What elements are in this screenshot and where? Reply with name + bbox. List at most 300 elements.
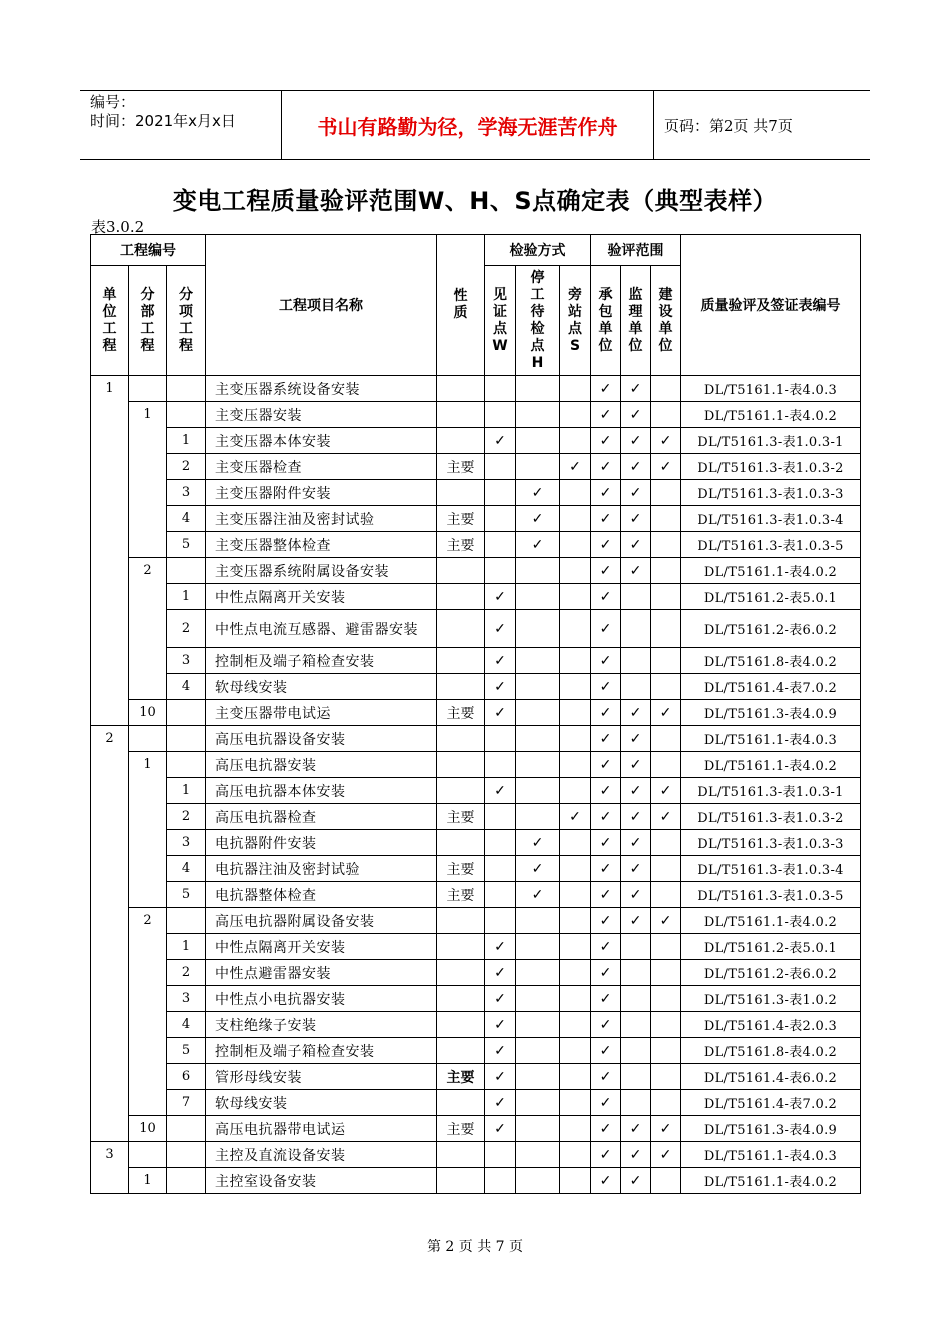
quality-inspection-table xyxy=(90,234,861,1194)
nature-cell: 主要 xyxy=(437,700,485,726)
witness-point-cell xyxy=(485,454,516,480)
table-row xyxy=(91,960,861,986)
check-mark-icon: ✓ xyxy=(629,484,642,501)
contractor-cell xyxy=(591,532,621,558)
owner-cell xyxy=(651,830,681,856)
division-cell xyxy=(129,454,167,480)
owner-cell xyxy=(651,674,681,700)
check-mark-icon: ✓ xyxy=(494,782,506,799)
hold-point-cell xyxy=(516,960,560,986)
table-row xyxy=(91,532,861,558)
owner-cell xyxy=(651,960,681,986)
page-footer: 第 2 页 共 7 页 xyxy=(426,1239,524,1255)
division-cell xyxy=(129,1090,167,1116)
item-cell xyxy=(167,700,206,726)
project-name-cell: 中性点电流互感器、避雷器安装 xyxy=(206,610,437,648)
col-contractor-text: 承 包 单 位 xyxy=(598,286,613,354)
supervisor-cell xyxy=(621,480,651,506)
check-mark-icon: ✓ xyxy=(599,562,612,579)
hold-point-cell xyxy=(516,532,560,558)
hold-point-cell xyxy=(516,402,560,428)
hold-point-cell xyxy=(516,558,560,584)
supervisor-cell xyxy=(621,778,651,804)
check-mark-icon: ✓ xyxy=(629,458,642,475)
contractor-cell xyxy=(591,1168,621,1194)
owner-cell xyxy=(651,402,681,428)
check-mark-icon: ✓ xyxy=(629,912,642,929)
item-cell: 1 xyxy=(167,934,206,960)
witness-point-cell xyxy=(485,1142,516,1168)
nature-cell xyxy=(437,986,485,1012)
nature-cell xyxy=(437,1168,485,1194)
supervisor-cell xyxy=(621,454,651,480)
check-mark-icon: ✓ xyxy=(599,484,612,501)
witness-point-cell xyxy=(485,934,516,960)
contractor-cell xyxy=(591,454,621,480)
check-mark-icon: ✓ xyxy=(599,1172,612,1189)
project-name-cell: 主变压器带电试运 xyxy=(206,700,437,726)
item-cell: 7 xyxy=(167,1090,206,1116)
check-mark-icon: ✓ xyxy=(659,912,672,929)
check-mark-icon: ✓ xyxy=(599,406,612,423)
witness-point-cell xyxy=(485,752,516,778)
check-mark-icon: ✓ xyxy=(629,782,642,799)
check-mark-icon: ✓ xyxy=(599,730,612,747)
form-number-cell: DL/T5161.1-表4.0.3 xyxy=(681,726,861,752)
owner-cell xyxy=(651,1012,681,1038)
hold-point-cell xyxy=(516,584,560,610)
hold-point-cell xyxy=(516,856,560,882)
nature-cell: 主要 xyxy=(437,804,485,830)
table-row xyxy=(91,610,861,648)
contractor-cell xyxy=(591,1090,621,1116)
check-mark-icon: ✓ xyxy=(659,704,672,721)
supervisor-cell xyxy=(621,856,651,882)
witness-point-cell xyxy=(485,882,516,908)
item-cell: 5 xyxy=(167,532,206,558)
table-row xyxy=(91,558,861,584)
check-mark-icon: ✓ xyxy=(629,1172,642,1189)
division-cell xyxy=(129,778,167,804)
contractor-cell xyxy=(591,402,621,428)
owner-cell xyxy=(651,584,681,610)
supervisor-cell xyxy=(621,908,651,934)
nature-cell: 主要 xyxy=(437,882,485,908)
division-cell xyxy=(129,726,167,752)
table-row xyxy=(91,856,861,882)
project-name-cell: 电抗器整体检查 xyxy=(206,882,437,908)
witness-point-cell xyxy=(485,1064,516,1090)
supervisor-cell xyxy=(621,1038,651,1064)
side-station-cell xyxy=(560,778,591,804)
division-cell xyxy=(129,960,167,986)
form-number-cell: DL/T5161.4-表6.0.2 xyxy=(681,1064,861,1090)
check-mark-icon: ✓ xyxy=(599,1146,612,1163)
owner-cell xyxy=(651,908,681,934)
form-number-cell: DL/T5161.3-表1.0.3-4 xyxy=(681,506,861,532)
check-mark-icon: ✓ xyxy=(531,834,544,851)
project-name-cell: 电抗器附件安装 xyxy=(206,830,437,856)
unit-cell xyxy=(91,908,129,934)
owner-cell xyxy=(651,506,681,532)
check-mark-icon: ✓ xyxy=(531,484,544,501)
check-mark-icon: ✓ xyxy=(494,1120,506,1137)
project-name-cell: 高压电抗器检查 xyxy=(206,804,437,830)
contractor-cell xyxy=(591,648,621,674)
check-mark-icon: ✓ xyxy=(494,678,506,695)
side-station-cell xyxy=(560,428,591,454)
hold-point-cell xyxy=(516,830,560,856)
check-mark-icon: ✓ xyxy=(599,808,612,825)
check-mark-icon: ✓ xyxy=(659,808,672,825)
form-number-cell: DL/T5161.1-表4.0.2 xyxy=(681,752,861,778)
check-mark-icon: ✓ xyxy=(599,588,612,605)
unit-cell xyxy=(91,960,129,986)
unit-cell xyxy=(91,882,129,908)
owner-cell xyxy=(651,1168,681,1194)
table-row xyxy=(91,726,861,752)
supervisor-cell xyxy=(621,986,651,1012)
side-station-cell xyxy=(560,674,591,700)
division-cell xyxy=(129,506,167,532)
side-station-cell xyxy=(560,610,591,648)
side-station-cell xyxy=(560,1064,591,1090)
col-w-text: 见 证 点 W xyxy=(492,286,508,354)
division-cell xyxy=(129,1142,167,1168)
contractor-cell xyxy=(591,1012,621,1038)
item-cell xyxy=(167,752,206,778)
table-row xyxy=(91,882,861,908)
unit-cell xyxy=(91,804,129,830)
check-mark-icon: ✓ xyxy=(599,1120,612,1137)
form-number-cell: DL/T5161.3-表1.0.3-5 xyxy=(681,882,861,908)
col-supervisor-text: 监 理 单 位 xyxy=(628,286,643,354)
project-name-cell: 管形母线安装 xyxy=(206,1064,437,1090)
project-name-cell: 软母线安装 xyxy=(206,674,437,700)
side-station-cell xyxy=(560,830,591,856)
table-row xyxy=(91,778,861,804)
supervisor-cell xyxy=(621,804,651,830)
check-mark-icon: ✓ xyxy=(599,458,612,475)
division-cell xyxy=(129,480,167,506)
contractor-cell xyxy=(591,804,621,830)
witness-point-cell xyxy=(485,778,516,804)
side-station-cell xyxy=(560,1168,591,1194)
supervisor-cell xyxy=(621,700,651,726)
project-name-cell: 高压电抗器安装 xyxy=(206,752,437,778)
hold-point-cell xyxy=(516,934,560,960)
table-row xyxy=(91,674,861,700)
witness-point-cell xyxy=(485,1038,516,1064)
table-row xyxy=(91,1168,861,1194)
table-row xyxy=(91,648,861,674)
project-name-cell: 中性点隔离开关安装 xyxy=(206,584,437,610)
check-mark-icon: ✓ xyxy=(599,1068,612,1085)
check-mark-icon: ✓ xyxy=(599,990,612,1007)
contractor-cell xyxy=(591,700,621,726)
nature-cell xyxy=(437,648,485,674)
division-cell xyxy=(129,856,167,882)
owner-cell xyxy=(651,480,681,506)
form-number-cell: DL/T5161.1-表4.0.3 xyxy=(681,376,861,402)
division-cell xyxy=(129,428,167,454)
side-station-cell xyxy=(560,1142,591,1168)
nature-cell xyxy=(437,830,485,856)
check-mark-icon: ✓ xyxy=(629,510,642,527)
contractor-cell xyxy=(591,480,621,506)
item-cell: 2 xyxy=(167,960,206,986)
check-mark-icon: ✓ xyxy=(494,964,506,981)
nature-cell: 主要 xyxy=(437,506,485,532)
witness-point-cell xyxy=(485,558,516,584)
check-mark-icon: ✓ xyxy=(599,1016,612,1033)
owner-cell xyxy=(651,882,681,908)
project-name-cell: 主变压器本体安装 xyxy=(206,428,437,454)
division-cell xyxy=(129,648,167,674)
project-name-cell: 支柱绝缘子安装 xyxy=(206,1012,437,1038)
project-name-cell: 主控室设备安装 xyxy=(206,1168,437,1194)
owner-cell xyxy=(651,1064,681,1090)
check-mark-icon: ✓ xyxy=(569,458,581,475)
item-cell: 3 xyxy=(167,986,206,1012)
nature-cell xyxy=(437,584,485,610)
contractor-cell xyxy=(591,674,621,700)
nature-cell: 主要 xyxy=(437,856,485,882)
nature-cell xyxy=(437,376,485,402)
col-form-no: 质量验评及签证表编号 xyxy=(681,235,861,376)
item-cell: 2 xyxy=(167,804,206,830)
table-row xyxy=(91,752,861,778)
owner-cell xyxy=(651,856,681,882)
contractor-cell xyxy=(591,856,621,882)
division-cell xyxy=(129,986,167,1012)
unit-cell xyxy=(91,402,129,428)
division-cell: 1 xyxy=(129,752,167,778)
owner-cell xyxy=(651,1142,681,1168)
owner-cell xyxy=(651,726,681,752)
division-cell xyxy=(129,804,167,830)
division-cell xyxy=(129,532,167,558)
col-division xyxy=(129,266,167,376)
check-mark-icon: ✓ xyxy=(494,432,506,449)
form-number-cell: DL/T5161.8-表4.0.2 xyxy=(681,648,861,674)
check-mark-icon: ✓ xyxy=(629,406,642,423)
nature-cell xyxy=(437,934,485,960)
unit-cell xyxy=(91,856,129,882)
item-cell: 6 xyxy=(167,1064,206,1090)
table-row xyxy=(91,986,861,1012)
division-cell xyxy=(129,376,167,402)
form-number-cell: DL/T5161.3-表1.0.3-4 xyxy=(681,856,861,882)
supervisor-cell xyxy=(621,830,651,856)
col-nature xyxy=(437,235,485,376)
form-number-cell: DL/T5161.1-表4.0.2 xyxy=(681,1168,861,1194)
contractor-cell xyxy=(591,558,621,584)
check-mark-icon: ✓ xyxy=(629,730,642,747)
table-body xyxy=(91,376,861,1194)
division-cell: 2 xyxy=(129,908,167,934)
form-number-cell: DL/T5161.3-表4.0.9 xyxy=(681,700,861,726)
project-name-cell: 主控及直流设备安装 xyxy=(206,1142,437,1168)
unit-cell xyxy=(91,674,129,700)
division-cell: 2 xyxy=(129,558,167,584)
form-number-cell: DL/T5161.3-表1.0.3-3 xyxy=(681,480,861,506)
supervisor-cell xyxy=(621,726,651,752)
hold-point-cell xyxy=(516,778,560,804)
hold-point-cell xyxy=(516,1168,560,1194)
supervisor-cell xyxy=(621,674,651,700)
supervisor-cell xyxy=(621,428,651,454)
unit-cell xyxy=(91,1064,129,1090)
division-cell xyxy=(129,1064,167,1090)
item-cell xyxy=(167,908,206,934)
project-name-cell: 高压电抗器设备安装 xyxy=(206,726,437,752)
table-row xyxy=(91,830,861,856)
supervisor-cell xyxy=(621,402,651,428)
col-eval-scope: 验评范围 xyxy=(591,235,681,266)
project-name-cell: 主变压器系统附属设备安装 xyxy=(206,558,437,584)
division-cell: 1 xyxy=(129,1168,167,1194)
col-item xyxy=(167,266,206,376)
check-mark-icon: ✓ xyxy=(629,704,642,721)
header-row-1 xyxy=(91,235,861,266)
form-number-cell: DL/T5161.2-表6.0.2 xyxy=(681,960,861,986)
check-mark-icon: ✓ xyxy=(629,562,642,579)
check-mark-icon: ✓ xyxy=(599,380,612,397)
check-mark-icon: ✓ xyxy=(599,782,612,799)
hold-point-cell xyxy=(516,480,560,506)
hold-point-cell xyxy=(516,674,560,700)
witness-point-cell xyxy=(485,506,516,532)
side-station-cell xyxy=(560,960,591,986)
document-title: 变电工程质量验评范围W、H、S点确定表（典型表样） xyxy=(172,187,778,215)
check-mark-icon: ✓ xyxy=(629,860,642,877)
check-mark-icon: ✓ xyxy=(531,860,544,877)
col-unit-text: 单 位 工 程 xyxy=(102,286,117,354)
check-mark-icon: ✓ xyxy=(494,1068,506,1085)
side-station-cell xyxy=(560,584,591,610)
unit-cell xyxy=(91,830,129,856)
check-mark-icon: ✓ xyxy=(599,886,612,903)
check-mark-icon: ✓ xyxy=(531,886,544,903)
witness-point-cell xyxy=(485,584,516,610)
project-name-cell: 高压电抗器附属设备安装 xyxy=(206,908,437,934)
side-station-cell xyxy=(560,532,591,558)
item-cell: 4 xyxy=(167,674,206,700)
supervisor-cell xyxy=(621,558,651,584)
witness-point-cell xyxy=(485,402,516,428)
witness-point-cell xyxy=(485,986,516,1012)
nature-cell xyxy=(437,960,485,986)
unit-cell xyxy=(91,480,129,506)
unit-cell xyxy=(91,428,129,454)
supervisor-cell xyxy=(621,1142,651,1168)
form-number-cell: DL/T5161.3-表1.0.3-1 xyxy=(681,778,861,804)
check-mark-icon: ✓ xyxy=(599,432,612,449)
number-label: 编号： xyxy=(90,93,136,111)
item-cell: 3 xyxy=(167,830,206,856)
form-number-cell: DL/T5161.3-表1.0.3-2 xyxy=(681,804,861,830)
col-unit xyxy=(91,266,129,376)
supervisor-cell xyxy=(621,532,651,558)
owner-cell xyxy=(651,376,681,402)
unit-cell xyxy=(91,532,129,558)
hold-point-cell xyxy=(516,804,560,830)
division-cell xyxy=(129,882,167,908)
witness-point-cell xyxy=(485,480,516,506)
project-name-cell: 主变压器整体检查 xyxy=(206,532,437,558)
check-mark-icon: ✓ xyxy=(659,458,672,475)
supervisor-cell xyxy=(621,752,651,778)
division-cell xyxy=(129,610,167,648)
check-mark-icon: ✓ xyxy=(494,1094,506,1111)
form-number-cell: DL/T5161.3-表1.0.3-1 xyxy=(681,428,861,454)
hold-point-cell xyxy=(516,428,560,454)
check-mark-icon: ✓ xyxy=(599,510,612,527)
owner-cell xyxy=(651,700,681,726)
witness-point-cell xyxy=(485,674,516,700)
check-mark-icon: ✓ xyxy=(629,1146,642,1163)
form-number-cell: DL/T5161.3-表4.0.9 xyxy=(681,1116,861,1142)
unit-cell xyxy=(91,584,129,610)
check-mark-icon: ✓ xyxy=(629,536,642,553)
table-row xyxy=(91,1064,861,1090)
header-meta xyxy=(80,91,281,159)
col-project-name: 工程项目名称 xyxy=(206,235,437,376)
side-station-cell xyxy=(560,1038,591,1064)
owner-cell xyxy=(651,648,681,674)
unit-cell xyxy=(91,1012,129,1038)
witness-point-cell xyxy=(485,1116,516,1142)
check-mark-icon: ✓ xyxy=(531,510,544,527)
col-inspection-method: 检验方式 xyxy=(485,235,591,266)
supervisor-cell xyxy=(621,376,651,402)
side-station-cell xyxy=(560,558,591,584)
check-mark-icon: ✓ xyxy=(659,1120,672,1137)
header-page-label: 页码：第2页 共7页 xyxy=(664,116,793,135)
form-number-cell: DL/T5161.1-表4.0.3 xyxy=(681,1142,861,1168)
item-cell: 3 xyxy=(167,648,206,674)
side-station-cell xyxy=(560,882,591,908)
col-division-text: 分 部 工 程 xyxy=(140,286,155,354)
unit-cell xyxy=(91,454,129,480)
nature-cell xyxy=(437,1090,485,1116)
side-station-cell xyxy=(560,726,591,752)
form-number-cell: DL/T5161.3-表1.0.3-3 xyxy=(681,830,861,856)
form-number-cell: DL/T5161.1-表4.0.2 xyxy=(681,558,861,584)
check-mark-icon: ✓ xyxy=(494,1016,506,1033)
contractor-cell xyxy=(591,882,621,908)
item-cell: 4 xyxy=(167,1012,206,1038)
unit-cell xyxy=(91,1116,129,1142)
owner-cell xyxy=(651,934,681,960)
contractor-cell xyxy=(591,376,621,402)
check-mark-icon: ✓ xyxy=(629,886,642,903)
contractor-cell xyxy=(591,1038,621,1064)
item-cell: 1 xyxy=(167,428,206,454)
unit-cell xyxy=(91,610,129,648)
table-row xyxy=(91,454,861,480)
division-cell xyxy=(129,934,167,960)
table-label: 表3.0.2 xyxy=(91,218,145,236)
owner-cell xyxy=(651,1116,681,1142)
col-owner xyxy=(651,266,681,376)
nature-cell xyxy=(437,674,485,700)
contractor-cell xyxy=(591,830,621,856)
item-cell xyxy=(167,558,206,584)
hold-point-cell xyxy=(516,726,560,752)
owner-cell xyxy=(651,1090,681,1116)
